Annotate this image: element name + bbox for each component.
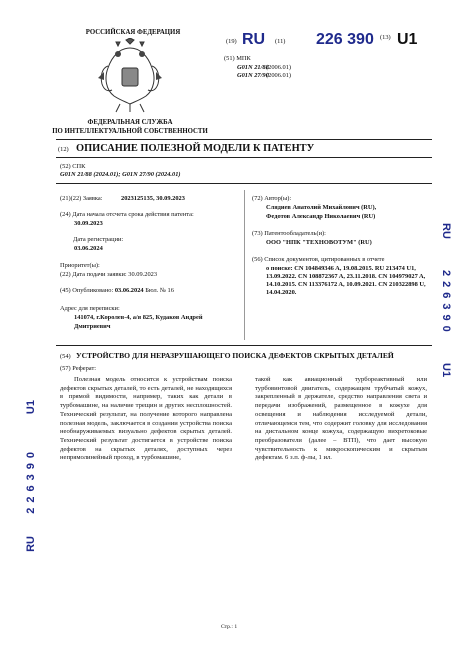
document-title: ОПИСАНИЕ ПОЛЕЗНОЙ МОДЕЛИ К ПАТЕНТУ — [76, 143, 315, 154]
cpc-rule — [56, 183, 432, 184]
patent-holder: ООО "НПК "ТЕХНОВОТУМ" (RU) — [266, 239, 372, 246]
side-country-left: RU — [25, 536, 37, 552]
bulletin-number: Бюл. № 16 — [143, 287, 174, 294]
registration-label: Дата регистрации: — [73, 236, 124, 243]
title-rule-top — [56, 139, 432, 140]
country-name: РОССИЙСКАЯ ФЕДЕРАЦИЯ — [85, 29, 181, 36]
side-number-left: 226390 — [25, 447, 37, 514]
authors-label: (72) Автор(ы): — [252, 195, 292, 202]
code-19: (19) — [226, 38, 237, 45]
code-11: (11) — [275, 38, 286, 45]
abstract-column-2: такой как авиационный турбореактивный или турбовинтовой двигатель, содержащем трубчатый кожух, закрепленный в держателе, средство направления света и передачи изображений, размещенное в кожухе для освещения и наблюдения исследуемой детали, отличающемся тем, что содержит головку для исследования на дистальном конце кожуха, содержащую вихретоковые преобразователи (далее – ВТП), что дает высокую чувствительность к микроскопическим и скрытым дефектам. 6 з.п. ф-лы, 1 ил. — [255, 376, 427, 462]
code-13: (13) — [380, 34, 391, 41]
priority-label: Приоритет(ы): — [60, 262, 100, 269]
invention-code: (54) — [60, 353, 71, 360]
agency-line-2: ПО ИНТЕЛЛЕКТУАЛЬНОЙ СОБСТВЕННОСТИ — [52, 128, 208, 135]
patent-number: 226 390 — [316, 31, 374, 48]
country-code: RU — [242, 31, 266, 48]
title-code: (12) — [58, 146, 69, 153]
ipc-class-2: G01N 27/90 — [237, 72, 269, 79]
invention-title: УСТРОЙСТВО ДЛЯ НЕРАЗРУШАЮЩЕГО ПОИСКА ДЕФЕКТОВ СКРЫТЫХ ДЕТАЛЕЙ — [76, 351, 394, 360]
holder-label: (73) Патентообладатель(и): — [252, 230, 326, 237]
filing-date-line: (22) Дата подачи заявки: 30.09.2023 — [60, 271, 158, 278]
side-number-right: 226390 — [440, 270, 452, 337]
publication-date: 03.06.2024 — [114, 287, 144, 294]
correspondence-address-1: 141074, г.Королев-4, а/я 825, Кудаков Андрей — [74, 314, 203, 321]
side-kind-right: U1 — [440, 363, 452, 378]
cited-docs-list: о поиске: CN 104849346 A, 19.08.2015. RU 213474 U1, 13.09.2022. CN 108872367 A, 23.11.2018. CN 104979027 A, 14.10.2015. CN 113376172 A, 10.09.2021. CN 210322898 U, 14.04.2020. — [266, 265, 426, 296]
term-label: (24) Дата начала отсчета срока действия патента: — [60, 211, 194, 218]
ipc-class-1: G01N 21/88 — [237, 64, 269, 71]
kind-code: U1 — [397, 31, 418, 48]
author-2: Федотов Александр Николаевич (RU) — [266, 213, 376, 220]
side-country-right: RU — [440, 223, 452, 239]
cited-docs-label: (56) Список документов, цитированных в отчете — [252, 256, 385, 263]
cpc-value: G01N 21/88 (2024.01); G01N 27/90 (2024.01) — [60, 171, 181, 178]
cpc-label: (52) СПК — [60, 163, 86, 170]
fields-rule — [56, 345, 432, 346]
ipc-version-2: (2006.01) — [266, 72, 292, 79]
author-1: Слядиев Анатолий Михайлович (RU), — [266, 204, 377, 211]
page-number: Стр.: 1 — [221, 624, 238, 630]
publication-label: (45) Опубликовано: — [60, 287, 115, 294]
correspondence-address-2: Дмитриевич — [74, 323, 111, 330]
registration-value: 03.06.2024 — [74, 245, 103, 252]
term-value: 30.09.2023 — [74, 220, 103, 227]
ipc-label: (51) МПК — [224, 55, 251, 62]
side-kind-left: U1 — [25, 400, 37, 415]
column-separator — [244, 190, 245, 340]
application-value: 2023125135, 30.09.2023 — [121, 195, 185, 202]
abstract-label: (57) Реферат: — [60, 365, 97, 372]
application-label: (21)(22) Заявка: — [60, 195, 103, 202]
abstract-column-1: Полезная модель относится к устройствам поиска дефектов скрытых деталей, то есть деталей, не находящихся в прямой видимости, например, таких как детали в турбомашине, на наличие трещин и других несплошностей. Технический результат, на получение которого направлена полезная модель, заключается в создании устройства поиска необнаруживаемых визуально дефектов скрытых деталей. Технический результат достигается в устройстве поиска дефектов на скрытых деталях, доступных через непрямолинейный проход, в турбомашине, — [60, 376, 232, 462]
agency-line-1: ФЕДЕРАЛЬНАЯ СЛУЖБА — [87, 119, 173, 126]
publication-line — [60, 287, 174, 295]
title-rule-bottom — [56, 157, 432, 158]
correspondence-label: Адрес для переписки: — [60, 305, 120, 312]
coat-of-arms-emblem — [98, 38, 162, 114]
ipc-version-1: (2006.01) — [266, 64, 292, 71]
